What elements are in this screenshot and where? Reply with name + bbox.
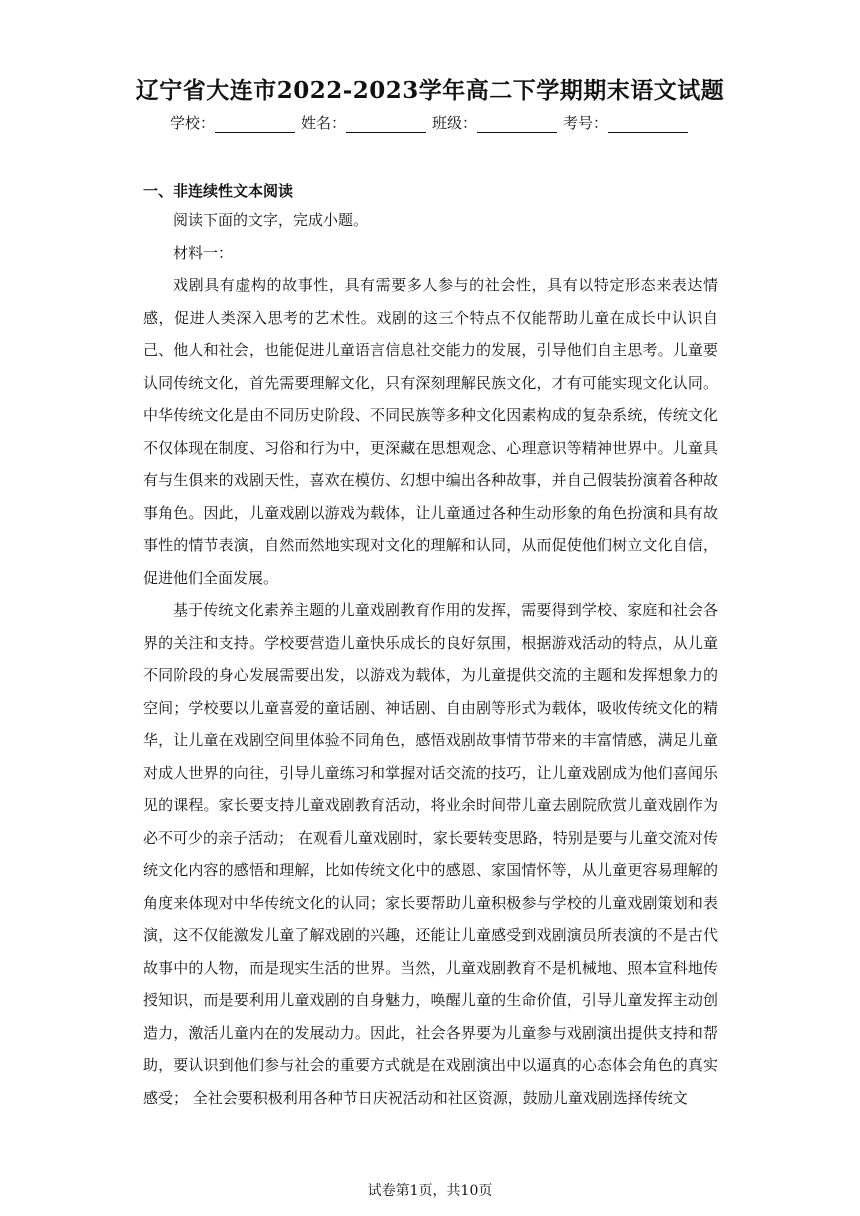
student-info-line [0, 112, 860, 133]
instruction-text: 阅读下面的文字，完成小题。 [173, 211, 369, 229]
page-footer: 试卷第1页，共10页 [367, 1183, 493, 1199]
section-heading: 一、非连续性文本阅读 [143, 182, 294, 200]
page-title: 辽宁省大连市2022-2023学年高二下学期期末语文试题 [135, 77, 725, 104]
school-blank [215, 118, 295, 133]
school-field [170, 112, 297, 133]
exam-no-field [563, 112, 690, 133]
paragraph: 基于传统文化素养主题的儿童戏剧教育作用的发挥，需要得到学校、家庭和社会各界的关注和支持。学校要营造儿童快乐成长的良好氛围，根据游戏活动的特点，从儿童不同阶段的身心发展需要出发，以游戏为载体，为儿童提供交流的主题和发挥想象力的空间；学校要以儿童喜爱的童话剧、神话剧、自由剧等形式为载体，吸收传统文化的精华，让儿童在戏剧空间里体验不同角色，感悟戏剧故事情节带来的丰富情感，满足儿童对成人世界的向往，引导儿童练习和掌握对话交流的技巧，让儿童戏剧成为他们喜闻乐见的课程。家长要支持儿童戏剧教育活动，将业余时间带儿童去剧院欣赏儿童戏剧作为必不可少的亲子活动； 在观看儿童戏剧时，家长要转变思路，特别是要与儿童交流对传统文化内容的感悟和理解，比如传统文化中的感恩、家国情怀等，从儿童更容易理解的角度来体现对中华传统文化的认同；家长要帮助儿童积极参与学校的儿童戏剧策划和表演，这不仅能激发儿童了解戏剧的兴趣，还能让儿童感受到戏剧演员所表演的不是古代故事中的人物，而是现实生活的世界。当然，儿童戏剧教育不是机械地、照本宣科地传授知识，而是要利用儿童戏剧的自身魅力，唤醒儿童的生命价值，引导儿童发挥主动创造力，激活儿童内在的发展动力。因此，社会各界要为儿童参与戏剧演出提供支持和帮助，要认识到他们参与社会的重要方式就是在戏剧演出中以逼真的心态体会角色的真实感受； 全社会要积极利用各种节日庆祝活动和社区资源，鼓励儿童戏剧选择传统文 [143, 601, 718, 1107]
exam-no-blank [608, 118, 688, 133]
class-label: 班级： [432, 114, 478, 132]
class-blank [477, 118, 557, 133]
class-field [432, 112, 559, 133]
exam-no-label: 考号： [563, 114, 609, 132]
paragraph: 戏剧具有虚构的故事性，具有需要多人参与的社会性，具有以特定形态来表达情感，促进人类深入思考的艺术性。戏剧的这三个特点不仅能帮助儿童在成长中认识自己、他人和社会，也能促进儿童语言信息社交能力的发展，引导他们自主思考。儿童要认同传统文化，首先需要理解文化，只有深刻理解民族文化，才有可能实现文化认同。中华传统文化是由不同历史阶段、不同民族等多种文化因素构成的复杂系统，传统文化不仅体现在制度、习俗和行为中，更深藏在思想观念、心理意识等精神世界中。儿童具有与生俱来的戏剧天性，喜欢在模仿、幻想中编出各种故事，并自己假装扮演着各种故事角色。因此，儿童戏剧以游戏为载体，让儿童通过各种生动形象的角色扮演和具有故事性的情节表演，自然而然地实现对文化的理解和认同，从而促使他们树立文化自信，促进他们全面发展。 [143, 276, 718, 587]
school-label: 学校： [169, 114, 215, 132]
material-label: 材料一： [173, 243, 234, 262]
name-field [301, 112, 428, 133]
name-blank [346, 118, 426, 133]
reading-content [143, 204, 718, 1114]
name-label: 姓名： [300, 114, 346, 132]
